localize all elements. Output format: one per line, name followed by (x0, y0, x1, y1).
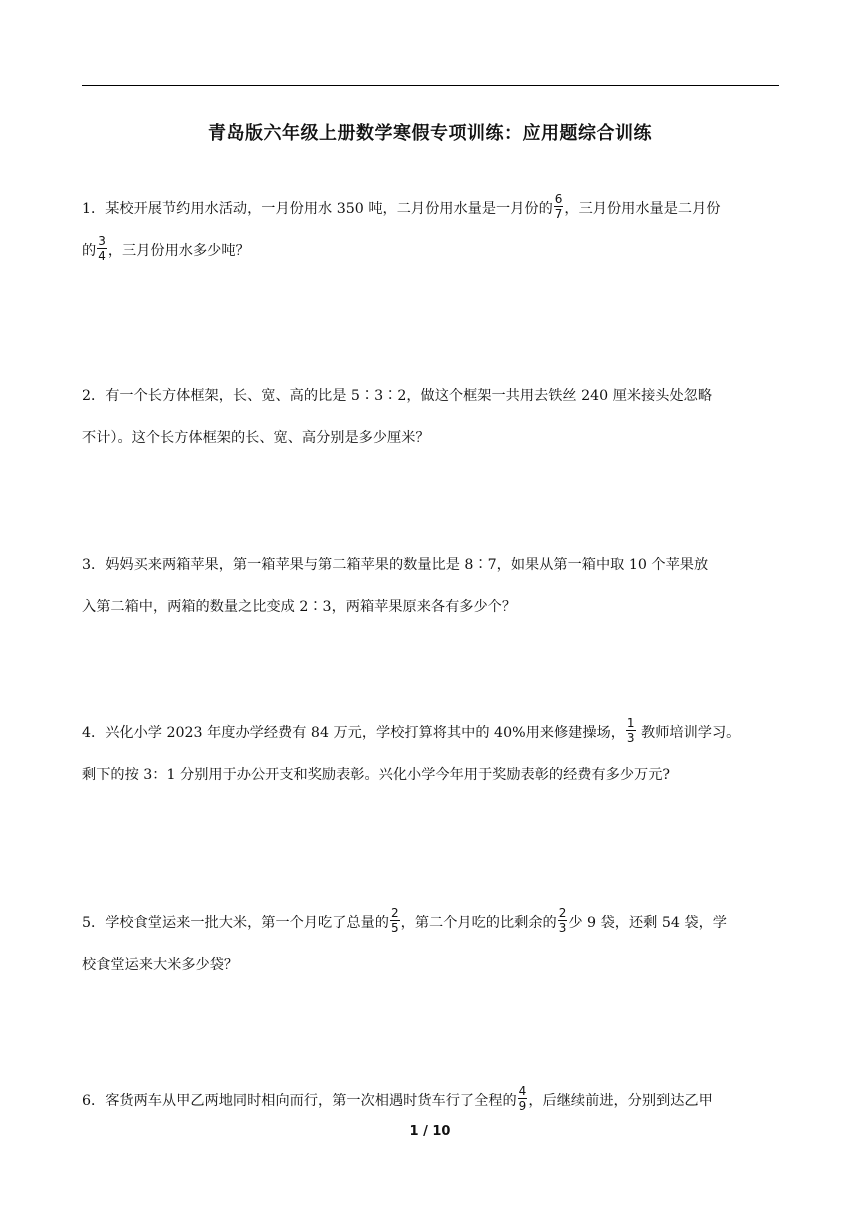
question-text: 剩下的按 3：1 分别用于办公开支和奖励表彰。兴化小学今年用于奖励表彰的经费有多少万元? (82, 767, 670, 783)
question-text: ，三月份用水多少吨？ (107, 243, 250, 259)
question-text: 某校开展节约用水活动，一月份用水 350 吨，二月份用水量是一月份的 (105, 201, 553, 217)
fraction: $\frac{2}{3}$ (558, 905, 567, 935)
question-text: ，第二个月吃的比剩余的 (400, 915, 557, 931)
question-text: 不计）。这个长方体框架的长、宽、高分别是多少厘米？ (82, 430, 430, 446)
question-2 (82, 375, 782, 459)
question-5 (82, 902, 782, 986)
document-title: 青岛版六年级上册数学寒假专项训练：应用题综合训练 (208, 123, 652, 144)
question-number: 1． (82, 201, 106, 217)
question-6 (82, 1080, 782, 1122)
question-text: 的 (82, 243, 97, 259)
question-text: ，三月份用水量是二月份 (564, 201, 721, 217)
question-number: 4． (82, 725, 106, 741)
question-4 (82, 712, 782, 796)
fraction: $\frac{4}{9}$ (518, 1083, 527, 1113)
question-text: 客货两车从甲乙两地同时相向而行，第一次相遇时货车行了全程的 (105, 1093, 517, 1109)
question-number: 3． (82, 557, 106, 573)
question-number: 2． (82, 388, 106, 404)
question-text: 校食堂运来大米多少袋？ (82, 957, 239, 973)
fraction: $\frac{6}{7}$ (554, 191, 563, 221)
question-text: 入第二箱中，两箱的数量之比变成 2∶3，两箱苹果原来各有多少个？ (82, 599, 517, 615)
question-text: 学校食堂运来一批大米，第一个月吃了总量的 (105, 915, 389, 931)
question-text: 妈妈买来两箱苹果，第一箱苹果与第二箱苹果的数量比是 8∶7，如果从第一箱中取 10 个苹果放 (105, 557, 709, 573)
question-3 (82, 544, 782, 628)
question-1 (82, 188, 782, 272)
question-text: ，后继续前进，分别到达乙甲 (528, 1093, 713, 1109)
question-text: 有一个长方体框架，长、宽、高的比是 5∶3∶2，做这个框架一共用去铁丝 240 厘米接头处忽略 (105, 388, 713, 404)
question-number: 5． (82, 915, 106, 931)
question-text: 兴化小学 2023 年度办学经费有 84 万元，学校打算将其中的 40%用来修建操场， (105, 725, 625, 741)
fraction: $\frac{1}{3}$ (626, 715, 635, 745)
header-rule (82, 85, 779, 86)
fraction: $\frac{3}{4}$ (98, 233, 106, 263)
fraction: $\frac{2}{5}$ (390, 905, 399, 935)
question-text: 少 9 袋，还剩 54 袋，学 (568, 915, 727, 931)
page-number: 1 / 10 (409, 1124, 451, 1139)
question-text: 教师培训学习。 (636, 725, 741, 741)
question-number: 6． (82, 1093, 106, 1109)
